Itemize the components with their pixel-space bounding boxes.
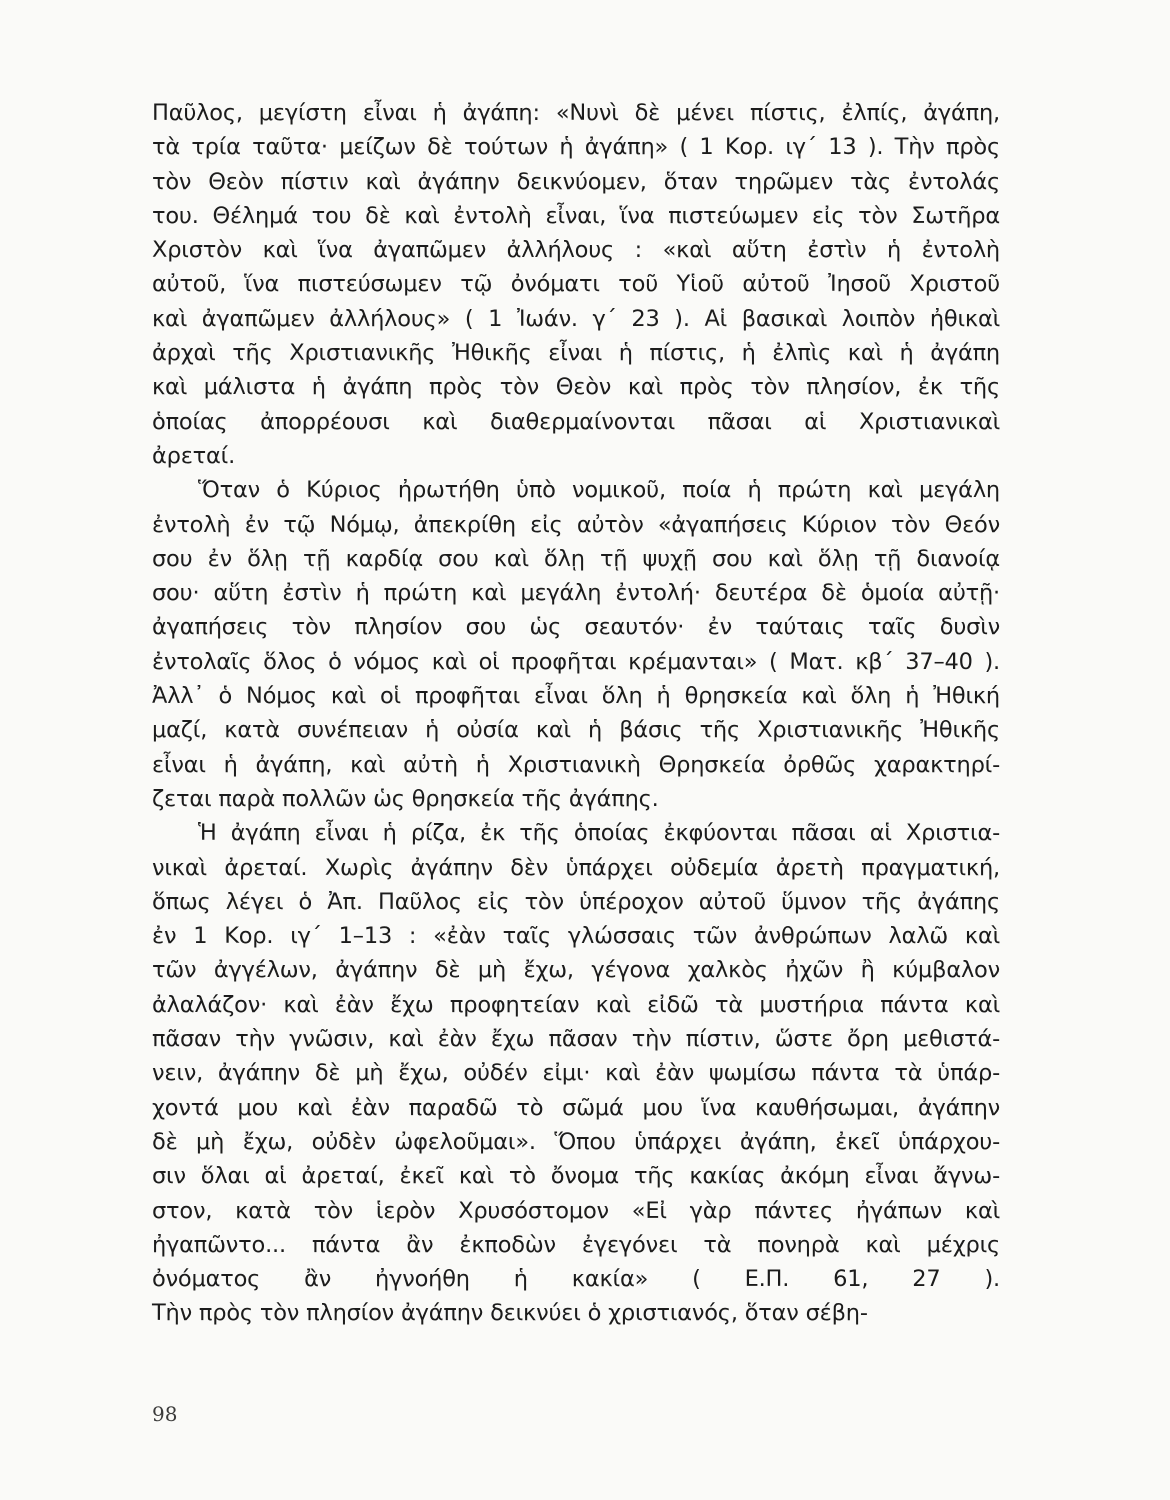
text-line: ἀρεταί. [152,442,236,469]
text-line: σου ἐν ὅλῃ τῇ καρδίᾳ σου καὶ ὅλῃ τῇ ψυχῇ σου καὶ ὅλῃ τῇ διανοίᾳ [152,545,1000,572]
text-line: ἐντολαῖς ὅλος ὁ νόμος καὶ οἱ προφῆται κρέμανται» ( Ματ. κβ΄ 37–40 ). [152,648,1000,675]
text-line: Παῦλος, μεγίστη εἶναι ἡ ἀγάπη: «Νυνὶ δὲ μένει πίστις, ἐλπίς, ἀγάπη, [152,100,1000,126]
text-line: ἀλαλάζον· καὶ ἐὰν ἔχω προφητείαν καὶ εἰδῶ τὰ μυστήρια πάντα καὶ [152,991,1000,1018]
text-line: ἐντολὴ ἐν τῷ Νόμῳ, ἀπεκρίθη εἰς αὐτὸν «ἀγαπήσεις Κύριον τὸν Θεόν [152,511,1000,538]
text-line: Χριστὸν καὶ ἵνα ἀγαπῶμεν ἀλλήλους : «καὶ αὕτη ἐστὶν ἡ ἐντολὴ [152,237,1000,264]
text-line: ἀρχαὶ τῆς Χριστιανικῆς Ἠθικῆς εἶναι ἡ πίστις, ἡ ἐλπὶς καὶ ἡ ἀγάπη [152,340,1000,367]
text-line: ἠγαπῶντο... πάντα ἂν ἐκποδὼν ἐγεγόνει τὰ πονηρὰ καὶ μέχρις [152,1231,1000,1258]
text-line: στον, κατὰ τὸν ἱερὸν Χρυσόστομον «Εἰ γὰρ πάντες ἠγάπων καὶ [152,1197,1000,1224]
page-number: 98 [152,1402,178,1426]
text-line: καὶ μάλιστα ἡ ἀγάπη πρὸς τὸν Θεὸν καὶ πρὸς τὸν πλησίον, ἐκ τῆς [152,374,1000,401]
text-line: τὰ τρία ταῦτα· μείζων δὲ τούτων ἡ ἀγάπη» ( 1 Κορ. ιγ΄ 13 ). Τὴν πρὸς [152,134,1000,161]
text-line: ὀνόματος ἂν ἠγνοήθη ἡ κακία» ( Ε.Π. 61, 27 ). [152,1266,1000,1293]
text-line: σιν ὅλαι αἱ ἀρεταί, ἐκεῖ καὶ τὸ ὄνομα τῆς κακίας ἀκόμη εἶναι ἄγνω- [152,1163,1000,1190]
text-line: χοντά μου καὶ ἐὰν παραδῶ τὸ σῶμά μου ἵνα καυθήσωμαι, ἀγάπην [152,1094,1000,1121]
text-line: νειν, ἀγάπην δὲ μὴ ἔχω, οὐδέν εἰμι· καὶ ἐὰν ψωμίσω πάντα τὰ ὑπάρ- [152,1060,1000,1087]
text-line: σου· αὕτη ἐστὶν ἡ πρώτη καὶ μεγάλη ἐντολή· δευτέρα δὲ ὁμοία αὐτῇ· [152,580,1000,607]
text-line: Τὴν πρὸς τὸν πλησίον ἀγάπην δεικνύει ὁ χριστιανός, ὅταν σέβη- [152,1300,868,1327]
text-line: τὸν Θεὸν πίστιν καὶ ἀγάπην δεικνύομεν, ὅταν τηρῶμεν τὰς ἐντολάς [152,168,1000,195]
body-text [152,96,1000,1331]
text-line: καὶ ἀγαπῶμεν ἀλλήλους» ( 1 Ἰωάν. γ΄ 23 ). Αἱ βασικαὶ λοιπὸν ἠθικαὶ [152,305,1000,332]
text-line: μαζί, κατὰ συνέπειαν ἡ οὐσία καὶ ἡ βάσις τῆς Χριστιανικῆς Ἠθικῆς [152,717,1000,744]
text-line: νικαὶ ἀρεταί. Χωρὶς ἀγάπην δὲν ὑπάρχει οὐδεμία ἀρετὴ πραγματική, [152,854,1000,881]
text-line: ἀγαπήσεις τὸν πλησίον σου ὡς σεαυτόν· ἐν ταύταις ταῖς δυσὶν [152,614,1000,641]
text-line: τῶν ἀγγέλων, ἀγάπην δὲ μὴ ἔχω, γέγονα χαλκὸς ἠχῶν ἢ κύμβαλον [152,957,1000,984]
text-line: δὲ μὴ ἔχω, οὐδὲν ὠφελοῦμαι». Ὅπου ὑπάρχει ἀγάπη, ἐκεῖ ὑπάρχου- [152,1128,1000,1155]
text-line: αὐτοῦ, ἵνα πιστεύσωμεν τῷ ὀνόματι τοῦ Υἱοῦ αὐτοῦ Ἰησοῦ Χριστοῦ [152,271,1000,298]
text-line: εἶναι ἡ ἀγάπη, καὶ αὐτὴ ἡ Χριστιανικὴ Θρησκεία ὀρθῶς χαρακτηρί- [152,751,1000,778]
text-line: Ἀλλ᾿ ὁ Νόμος καὶ οἱ προφῆται εἶναι ὅλη ἡ θρησκεία καὶ ὅλη ἡ Ἠθική [152,683,1000,710]
text-line: ὅπως λέγει ὁ Ἀπ. Παῦλος εἰς τὸν ὑπέροχον αὐτοῦ ὕμνον τῆς ἀγάπης [152,888,1000,915]
text-line: Ἡ ἀγάπη εἶναι ἡ ρίζα, ἐκ τῆς ὁποίας ἐκφύονται πᾶσαι αἱ Χριστια- [198,820,1000,847]
text-line: ὁποίας ἀπορρέουσι καὶ διαθερμαίνονται πᾶσαι αἱ Χριστιανικαὶ [152,408,1000,435]
text-line: ζεται παρὰ πολλῶν ὡς θρησκεία τῆς ἀγάπης. [152,785,659,812]
text-line: πᾶσαν τὴν γνῶσιν, καὶ ἐὰν ἔχω πᾶσαν τὴν πίστιν, ὥστε ὄρη μεθιστά- [152,1026,1000,1053]
text-line: του. Θέλημά του δὲ καὶ ἐντολὴ εἶναι, ἵνα πιστεύωμεν εἰς τὸν Σωτῆρα [152,202,1000,229]
text-line: ἐν 1 Κορ. ιγ΄ 1–13 : «ἐὰν ταῖς γλώσσαις τῶν ἀνθρώπων λαλῶ καὶ [152,923,1000,950]
text-line: Ὅταν ὁ Κύριος ἠρωτήθη ὑπὸ νομικοῦ, ποία ἡ πρώτη καὶ μεγάλη [198,477,1000,504]
